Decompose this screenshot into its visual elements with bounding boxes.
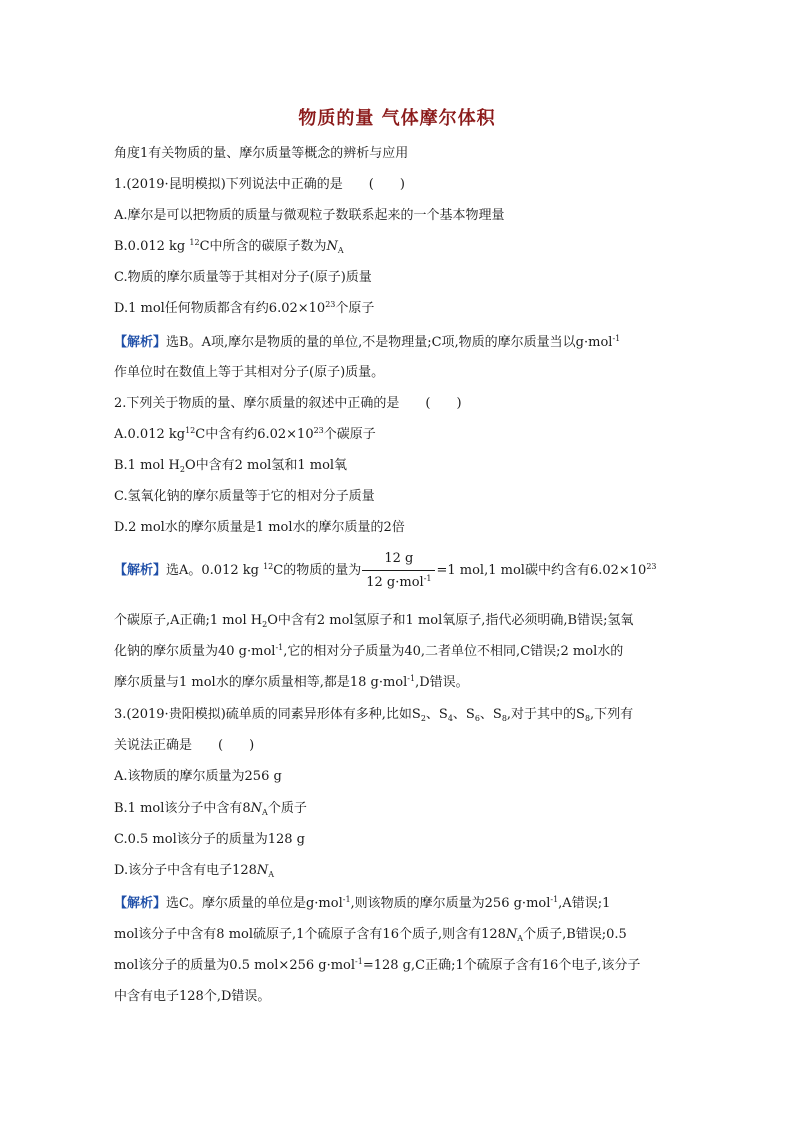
section-heading: 角度1有关物质的量、摩尔质量等概念的辨析与应用 <box>114 146 409 161</box>
q3-option-a: A.该物质的摩尔质量为256 g <box>114 769 282 784</box>
q2-answer-line-1: 【解析】选A。0.012 kg $^{12}$C的物质的量为 $\frac{12 g}{12 g\cdot mol^{-1}}$ =1 mol,1 mol碳中约含有$6.02\times 10^{23}$ <box>114 551 657 590</box>
q1-option-b: B.0.012 kg $^{12}$C中所含的碳原子数为$N_A$ <box>114 238 344 255</box>
q1-option-a: A.摩尔是可以把物质的质量与微观粒子数联系起来的一个基本物理量 <box>114 208 505 223</box>
q1-option-d: D.1 mol任何物质都含有约$6.02\times 10^{23}$个原子 <box>114 300 375 316</box>
answer-tag: 【解析】 <box>114 896 167 911</box>
q3-answer-line-3: mol该分子的质量为0.5 mol×256 g·mol$^{-1}$=128 g,C正确;1个硫原子含有16个电子,该分子 <box>114 957 641 973</box>
q1-answer-line-2: 作单位时在数值上等于其相对分子(原子)质量。 <box>114 365 385 380</box>
q3-answer-line-1: 【解析】选C。摩尔质量的单位是g·mol$^{-1}$,则该物质的摩尔质量为256 g·mol$^{-1}$,A错误;1 <box>114 895 611 911</box>
page-title: 物质的量 气体摩尔体积 <box>298 108 496 129</box>
q2-option-d: D.2 mol水的摩尔质量是1 mol水的摩尔质量的2倍 <box>114 520 405 535</box>
q2-answer-line-2: 个碳原子,A正确;1 mol $H_2O$中含有2 mol氢原子和1 mol氧原子,指代必须明确,B错误;氢氧 <box>114 613 634 629</box>
q3-option-b: B.1 mol该分子中含有$8N_A$个质子 <box>114 801 307 817</box>
answer-tag: 【解析】 <box>114 335 167 350</box>
answer-tag: 【解析】 <box>114 563 167 578</box>
q3-stem-line-2: 关说法正确是 ( ) <box>114 738 255 753</box>
q2-stem: 2.下列关于物质的量、摩尔质量的叙述中正确的是 ( ) <box>114 396 462 411</box>
q1-stem: 1.(2019·昆明模拟)下列说法中正确的是 ( ) <box>114 177 405 192</box>
q2-answer-line-4: 摩尔质量与1 mol水的摩尔质量相等,都是18 g·mol$^{-1}$,D错误。 <box>114 674 469 690</box>
fraction <box>362 549 435 592</box>
q1-answer-line-1: 【解析】选B。A项,摩尔是物质的量的单位,不是物理量;C项,物质的摩尔质量当以g·mol$^{-1}$ <box>114 334 621 350</box>
q3-stem-line-1: 3.(2019·贵阳模拟)硫单质的同素异形体有多种,比如$S_2$、$S_4$、$S_6$、$S_8$,对于其中的$S_8$,下列有 <box>114 707 634 723</box>
q3-option-c: C.0.5 mol该分子的质量为128 g <box>114 832 306 847</box>
fraction-denominator: 12 g·mol$^{-1}$ <box>366 574 432 590</box>
q3-option-d: D.该分子中含有电子$128N_A$ <box>114 863 275 879</box>
q1-option-c: C.物质的摩尔质量等于其相对分子(原子)质量 <box>114 270 372 285</box>
q3-answer-line-2: mol该分子中含有8 mol硫原子,1个硫原子含有16个质子,则含有$128N_A$个质子,B错误;0.5 <box>114 927 627 943</box>
q2-option-c: C.氢氧化钠的摩尔质量等于它的相对分子质量 <box>114 489 375 504</box>
q2-option-a: A.0.012 $kg^{12}C$中含有约$6.02\times 10^{23}$个碳原子 <box>114 426 376 442</box>
fraction-numerator: 12 g <box>362 549 435 571</box>
q3-answer-line-4: 中含有电子128个,D错误。 <box>114 989 271 1004</box>
q2-answer-line-3: 化钠的摩尔质量为40 g·mol$^{-1}$,它的相对分子质量为40,二者单位不相同,C错误;2 mol水的 <box>114 643 624 659</box>
q2-option-b: B.1 mol $H_2O$中含有2 mol氢和1 mol氧 <box>114 458 348 474</box>
